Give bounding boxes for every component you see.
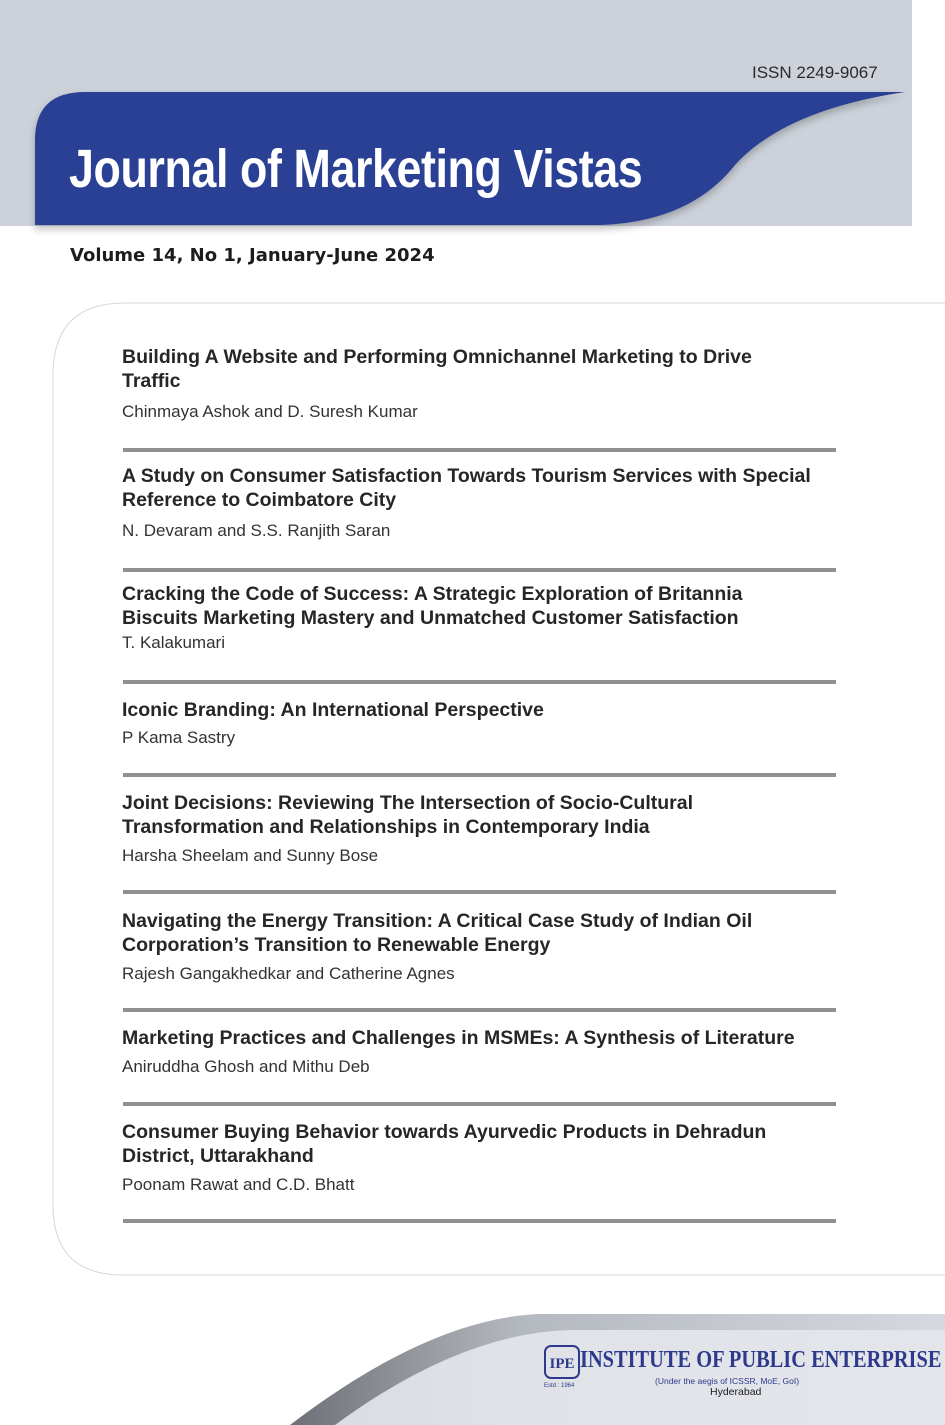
- article-authors: N. Devaram and S.S. Ranjith Saran: [122, 521, 391, 540]
- volume-issue-label: Volume 14, No 1, January-June 2024: [70, 245, 435, 266]
- article-authors: Harsha Sheelam and Sunny Bose: [122, 846, 379, 865]
- article-title: A Study on Consumer Satisfaction Towards Tourism Services with Special Reference to Coimbatore City: [122, 465, 811, 511]
- journal-title: Journal of Marketing Vistas: [69, 139, 643, 199]
- article-title: Navigating the Energy Transition: A Critical Case Study of Indian Oil Corporation’s Transition to Renewable Energy: [122, 910, 753, 956]
- issn-label: ISSN 2249-9067: [752, 63, 878, 82]
- article-entry: [122, 910, 842, 985]
- article-authors: T. Kalakumari: [122, 633, 225, 652]
- article-entry: [122, 1121, 842, 1196]
- article-entry: [122, 465, 842, 542]
- article-separator: [123, 773, 836, 777]
- article-title: Joint Decisions: Reviewing The Intersection of Socio-Cultural Transformation and Relationships in Contemporary India: [122, 792, 693, 838]
- article-separator: [123, 680, 836, 684]
- article-separator: [123, 1102, 836, 1106]
- article-entry: [122, 792, 842, 867]
- article-authors: P Kama Sastry: [122, 727, 236, 747]
- article-separator: [123, 1219, 836, 1223]
- article-entry: [122, 1027, 842, 1078]
- article-authors: Chinmaya Ashok and D. Suresh Kumar: [122, 402, 418, 421]
- article-authors: Aniruddha Ghosh and Mithu Deb: [122, 1056, 370, 1076]
- publisher-city: Hyderabad: [710, 1386, 762, 1398]
- article-title: Iconic Branding: An International Perspective: [122, 699, 544, 721]
- ipe-emblem-icon: [544, 1345, 580, 1379]
- article-separator: [123, 890, 836, 894]
- article-title: Marketing Practices and Challenges in MSMEs: A Synthesis of Literature: [122, 1027, 795, 1049]
- article-separator: [123, 1008, 836, 1012]
- ipe-emblem-text: IPE: [549, 1356, 575, 1372]
- publisher-aegis: (Under the aegis of ICSSR, MoE, GoI): [655, 1376, 800, 1386]
- article-title: Building A Website and Performing Omnichannel Marketing to Drive Traffic: [122, 346, 752, 392]
- article-title: Consumer Buying Behavior towards Ayurvedic Products in Dehradun District, Uttarakhand: [122, 1121, 767, 1167]
- publisher-estd: Estd : 1964: [544, 1383, 575, 1389]
- article-separator: [123, 448, 836, 452]
- article-entry: [122, 699, 842, 749]
- article-authors: Poonam Rawat and C.D. Bhatt: [122, 1175, 355, 1194]
- article-entry: [122, 583, 842, 654]
- article-separator: [123, 568, 836, 572]
- publisher-name: INSTITUTE OF PUBLIC ENTERPRISE: [580, 1347, 942, 1373]
- article-title: Cracking the Code of Success: A Strategic Exploration of Britannia Biscuits Marketing Mastery and Unmatched Customer Satisfaction: [122, 583, 743, 629]
- article-authors: Rajesh Gangakhedkar and Catherine Agnes: [122, 964, 455, 983]
- article-entry: [122, 346, 842, 423]
